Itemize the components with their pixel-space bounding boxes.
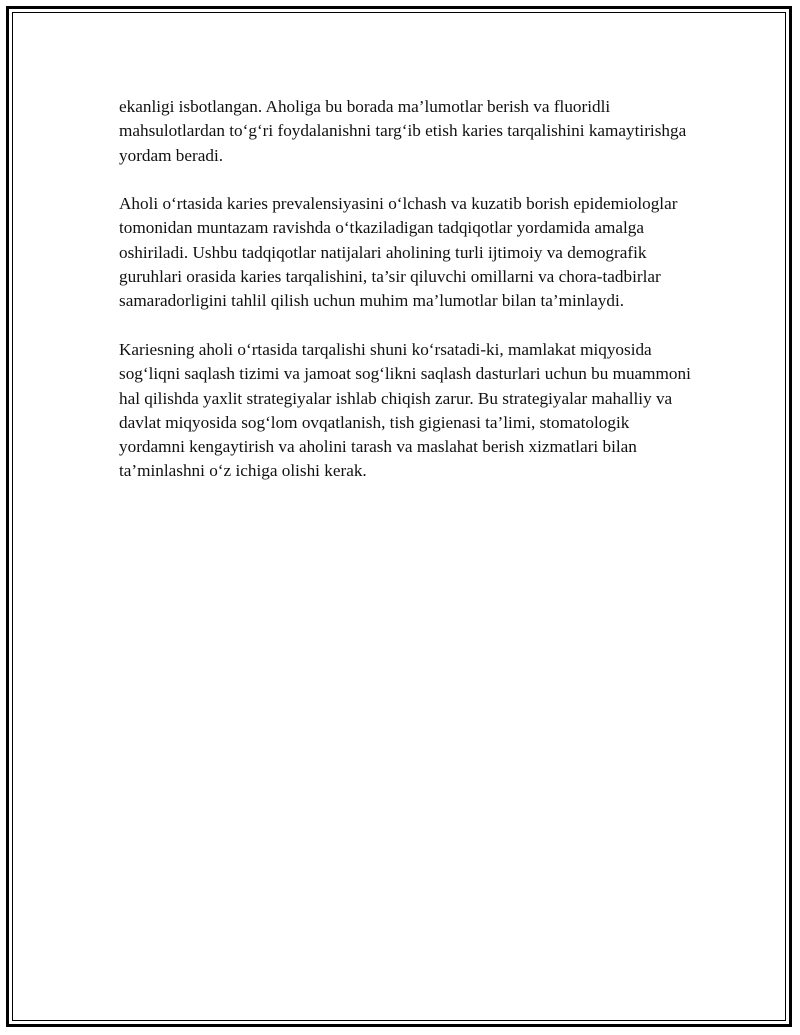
document-body bbox=[119, 95, 699, 508]
paragraph-2: Aholi o‘rtasida karies prevalensiyasini o‘lchash va kuzatib borish epidemiologlar tomonidan muntazam ravishda o‘tkaziladigan tadqiqotlar yordamida amalga oshiriladi. Ushbu tadqiqotlar natijalari aholining turli ijtimoiy va demografik guruhlari orasida karies tarqalishini, ta’sir qiluvchi omillarni va chora-tadbirlar samaradorligini tahlil qilish uchun muhim ma’lumotlar bilan ta’minlaydi. bbox=[119, 194, 678, 311]
paragraph-1: ekanligi isbotlangan. Aholiga bu borada ma’lumotlar berish va fluoridli mahsulotlardan to‘g‘ri foydalanishni targ‘ib etish karies tarqalishini kamaytirishga yordam beradi. bbox=[119, 97, 687, 165]
paragraph-3: Kariesning aholi o‘rtasida tarqalishi shuni ko‘rsatadi-ki, mamlakat miqyosida sog‘liqni saqlash tizimi va jamoat sog‘likni saqlash dasturlari uchun bu muammoni hal qilishda yaxlit strategiyalar ishlab chiqish zarur. Bu strategiyalar mahalliy va davlat miqyosida sog‘lom ovqatlanish, tish gigienasi ta’limi, stomatologik yordamni kengaytirish va aholini tarash va maslahat berish xizmatlari bilan ta’minlashni o‘z ichiga olishi kerak. bbox=[119, 339, 691, 481]
page-border bbox=[6, 6, 792, 1027]
